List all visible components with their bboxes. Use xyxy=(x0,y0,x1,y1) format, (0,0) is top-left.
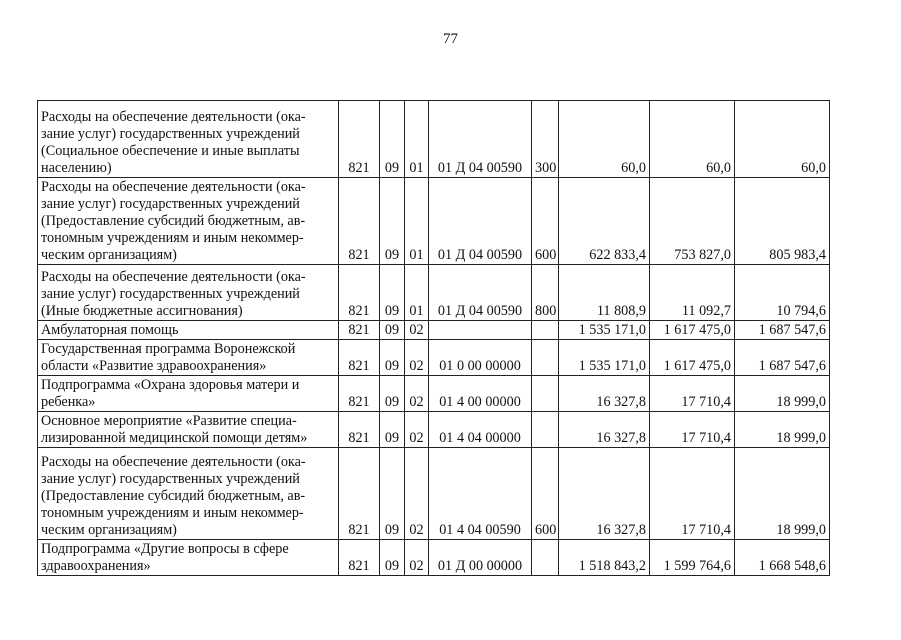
amount-year-2-cell xyxy=(650,321,735,340)
amount-year-1-cell xyxy=(559,376,650,412)
table-row xyxy=(38,540,830,576)
expense-type-code-cell xyxy=(532,101,559,178)
amount-year-1-cell xyxy=(559,178,650,265)
subsection-code-cell xyxy=(405,448,429,540)
target-article-code-cell xyxy=(429,376,532,412)
section-code-cell xyxy=(380,321,405,340)
amount-year-3-cell xyxy=(735,101,830,178)
target-article-code: 01 0 00 00000 xyxy=(439,358,521,374)
section-code: 09 xyxy=(384,358,400,374)
target-article-code-cell xyxy=(429,340,532,376)
amount-year-1-cell xyxy=(559,265,650,321)
grbs-code-cell xyxy=(339,448,380,540)
amount-year-2: 1 617 475,0 xyxy=(663,322,731,338)
target-article-code: 01 4 00 00000 xyxy=(439,394,521,410)
amount-year-1-cell xyxy=(559,101,650,178)
table-row xyxy=(38,265,830,321)
table-row xyxy=(38,340,830,376)
expense-type-code: 600 xyxy=(535,247,557,263)
row-name-cell xyxy=(38,540,339,576)
amount-year-3-cell xyxy=(735,412,830,448)
expense-type-code-cell xyxy=(532,540,559,576)
amount-year-3: 1 687 547,6 xyxy=(758,322,826,338)
amount-year-1: 16 327,8 xyxy=(596,522,646,538)
grbs-code-cell xyxy=(339,101,380,178)
amount-year-1: 16 327,8 xyxy=(596,430,646,446)
subsection-code: 02 xyxy=(409,358,424,374)
expense-type-code-cell xyxy=(532,340,559,376)
subsection-code: 02 xyxy=(409,522,424,538)
grbs-code: 821 xyxy=(348,322,370,338)
page-number: 77 xyxy=(443,31,458,47)
row-name-cell xyxy=(38,265,339,321)
target-article-code: 01 4 04 00590 xyxy=(439,522,521,538)
amount-year-1: 1 535 171,0 xyxy=(578,358,646,374)
grbs-code-cell xyxy=(339,540,380,576)
amount-year-3: 1 668 548,6 xyxy=(758,558,826,574)
amount-year-2: 1 617 475,0 xyxy=(663,358,731,374)
grbs-code-cell xyxy=(339,265,380,321)
expense-type-code: 600 xyxy=(535,522,557,538)
target-article-code-cell xyxy=(429,178,532,265)
amount-year-3-cell xyxy=(735,376,830,412)
target-article-code-cell xyxy=(429,101,532,178)
amount-year-2-cell xyxy=(650,412,735,448)
row-name: Подпрограмма «Другие вопросы в сфере здравоохранения» xyxy=(41,541,289,574)
amount-year-1: 60,0 xyxy=(621,160,646,176)
subsection-code: 01 xyxy=(409,160,424,176)
grbs-code: 821 xyxy=(348,160,370,176)
row-name-cell xyxy=(38,412,339,448)
grbs-code: 821 xyxy=(348,430,370,446)
row-name-cell xyxy=(38,321,339,340)
subsection-code: 02 xyxy=(409,430,424,446)
amount-year-2-cell xyxy=(650,101,735,178)
amount-year-1: 1 535 171,0 xyxy=(578,322,646,338)
subsection-code-cell xyxy=(405,340,429,376)
row-name: Расходы на обеспечение деятельности (ока- зание услуг) государственных учреждений (Предоставление субсидий бюджетным, ав- тономным учреждениям и иным некоммер- ческим организациям) xyxy=(41,454,306,538)
grbs-code: 821 xyxy=(348,558,370,574)
amount-year-1-cell xyxy=(559,448,650,540)
amount-year-2-cell xyxy=(650,540,735,576)
section-code: 09 xyxy=(384,558,400,574)
expense-type-code: 800 xyxy=(535,303,557,319)
row-name-cell xyxy=(38,448,339,540)
target-article-code: 01 Д 04 00590 xyxy=(437,247,523,263)
row-name-cell xyxy=(38,178,339,265)
section-code-cell xyxy=(380,101,405,178)
row-name: Амбулаторная помощь xyxy=(41,322,179,338)
amount-year-1-cell xyxy=(559,321,650,340)
amount-year-3: 1 687 547,6 xyxy=(758,358,826,374)
amount-year-3-cell xyxy=(735,321,830,340)
grbs-code: 821 xyxy=(348,394,370,410)
amount-year-2: 753 827,0 xyxy=(674,247,731,263)
amount-year-2: 1 599 764,6 xyxy=(663,558,731,574)
section-code-cell xyxy=(380,376,405,412)
subsection-code-cell xyxy=(405,321,429,340)
amount-year-3: 18 999,0 xyxy=(776,394,826,410)
table-row xyxy=(38,448,830,540)
section-code-cell xyxy=(380,340,405,376)
section-code-cell xyxy=(380,412,405,448)
row-name-cell xyxy=(38,376,339,412)
section-code-cell xyxy=(380,265,405,321)
amount-year-2: 11 092,7 xyxy=(681,303,731,319)
amount-year-3-cell xyxy=(735,265,830,321)
grbs-code-cell xyxy=(339,412,380,448)
subsection-code-cell xyxy=(405,412,429,448)
table-row xyxy=(38,178,830,265)
subsection-code-cell xyxy=(405,376,429,412)
table-row xyxy=(38,412,830,448)
table-row xyxy=(38,101,830,178)
amount-year-3-cell xyxy=(735,340,830,376)
amount-year-3: 10 794,6 xyxy=(776,303,826,319)
subsection-code: 01 xyxy=(409,303,424,319)
grbs-code-cell xyxy=(339,178,380,265)
amount-year-1-cell xyxy=(559,340,650,376)
target-article-code: 01 Д 00 00000 xyxy=(437,558,523,574)
amount-year-2-cell xyxy=(650,376,735,412)
subsection-code-cell xyxy=(405,178,429,265)
amount-year-2-cell xyxy=(650,178,735,265)
amount-year-3-cell xyxy=(735,448,830,540)
amount-year-1-cell xyxy=(559,412,650,448)
amount-year-2: 17 710,4 xyxy=(681,522,731,538)
grbs-code: 821 xyxy=(348,303,370,319)
amount-year-2: 17 710,4 xyxy=(681,394,731,410)
grbs-code-cell xyxy=(339,340,380,376)
section-code: 09 xyxy=(384,247,400,263)
subsection-code: 01 xyxy=(409,247,424,263)
grbs-code-cell xyxy=(339,321,380,340)
target-article-code: 01 Д 04 00590 xyxy=(437,303,523,319)
table-row xyxy=(38,321,830,340)
section-code: 09 xyxy=(384,430,400,446)
expense-type-code: 300 xyxy=(535,160,557,176)
budget-table xyxy=(37,100,830,576)
amount-year-2-cell xyxy=(650,448,735,540)
amount-year-1: 11 808,9 xyxy=(596,303,646,319)
row-name: Основное мероприятие «Развитие специа- лизированной медицинской помощи детям» xyxy=(41,413,308,446)
amount-year-3: 18 999,0 xyxy=(776,430,826,446)
subsection-code-cell xyxy=(405,540,429,576)
row-name-cell xyxy=(38,101,339,178)
row-name: Государственная программа Воронежской области «Развитие здравоохранения» xyxy=(41,341,296,374)
section-code: 09 xyxy=(384,522,400,538)
grbs-code-cell xyxy=(339,376,380,412)
target-article-code: 01 Д 04 00590 xyxy=(437,160,523,176)
grbs-code: 821 xyxy=(348,358,370,374)
amount-year-3: 805 983,4 xyxy=(769,247,826,263)
target-article-code-cell xyxy=(429,412,532,448)
section-code: 09 xyxy=(384,303,400,319)
target-article-code: 01 4 04 00000 xyxy=(439,430,521,446)
row-name: Расходы на обеспечение деятельности (ока- зание услуг) государственных учреждений (Социальное обеспечение и иные выплаты населению) xyxy=(41,109,306,176)
expense-type-code-cell xyxy=(532,321,559,340)
row-name: Подпрограмма «Охрана здоровья матери и ребенка» xyxy=(41,377,300,410)
target-article-code-cell xyxy=(429,540,532,576)
target-article-code-cell xyxy=(429,321,532,340)
amount-year-1: 16 327,8 xyxy=(596,394,646,410)
target-article-code-cell xyxy=(429,265,532,321)
section-code-cell xyxy=(380,448,405,540)
amount-year-3: 18 999,0 xyxy=(776,522,826,538)
row-name: Расходы на обеспечение деятельности (ока- зание услуг) государственных учреждений (Предоставление субсидий бюджетным, ав- тономным учреждениям и иным некоммер- ческим организациям) xyxy=(41,179,306,263)
subsection-code: 02 xyxy=(409,322,424,338)
subsection-code-cell xyxy=(405,265,429,321)
subsection-code: 02 xyxy=(409,558,424,574)
amount-year-2: 60,0 xyxy=(706,160,731,176)
section-code: 09 xyxy=(384,394,400,410)
expense-type-code-cell xyxy=(532,412,559,448)
expense-type-code-cell xyxy=(532,265,559,321)
expense-type-code-cell xyxy=(532,448,559,540)
table-body xyxy=(38,101,830,576)
expense-type-code-cell xyxy=(532,376,559,412)
grbs-code: 821 xyxy=(348,247,370,263)
amount-year-3-cell xyxy=(735,178,830,265)
row-name-cell xyxy=(38,340,339,376)
section-code: 09 xyxy=(384,160,400,176)
section-code: 09 xyxy=(384,322,400,338)
amount-year-1: 1 518 843,2 xyxy=(578,558,646,574)
amount-year-2-cell xyxy=(650,340,735,376)
amount-year-1: 622 833,4 xyxy=(589,247,646,263)
section-code-cell xyxy=(380,178,405,265)
table-row xyxy=(38,376,830,412)
grbs-code: 821 xyxy=(348,522,370,538)
target-article-code-cell xyxy=(429,448,532,540)
subsection-code-cell xyxy=(405,101,429,178)
amount-year-3-cell xyxy=(735,540,830,576)
amount-year-2: 17 710,4 xyxy=(681,430,731,446)
amount-year-1-cell xyxy=(559,540,650,576)
section-code-cell xyxy=(380,540,405,576)
row-name: Расходы на обеспечение деятельности (ока- зание услуг) государственных учреждений (Иные бюджетные ассигнования) xyxy=(41,269,306,319)
subsection-code: 02 xyxy=(409,394,424,410)
amount-year-3: 60,0 xyxy=(801,160,826,176)
amount-year-2-cell xyxy=(650,265,735,321)
expense-type-code-cell xyxy=(532,178,559,265)
